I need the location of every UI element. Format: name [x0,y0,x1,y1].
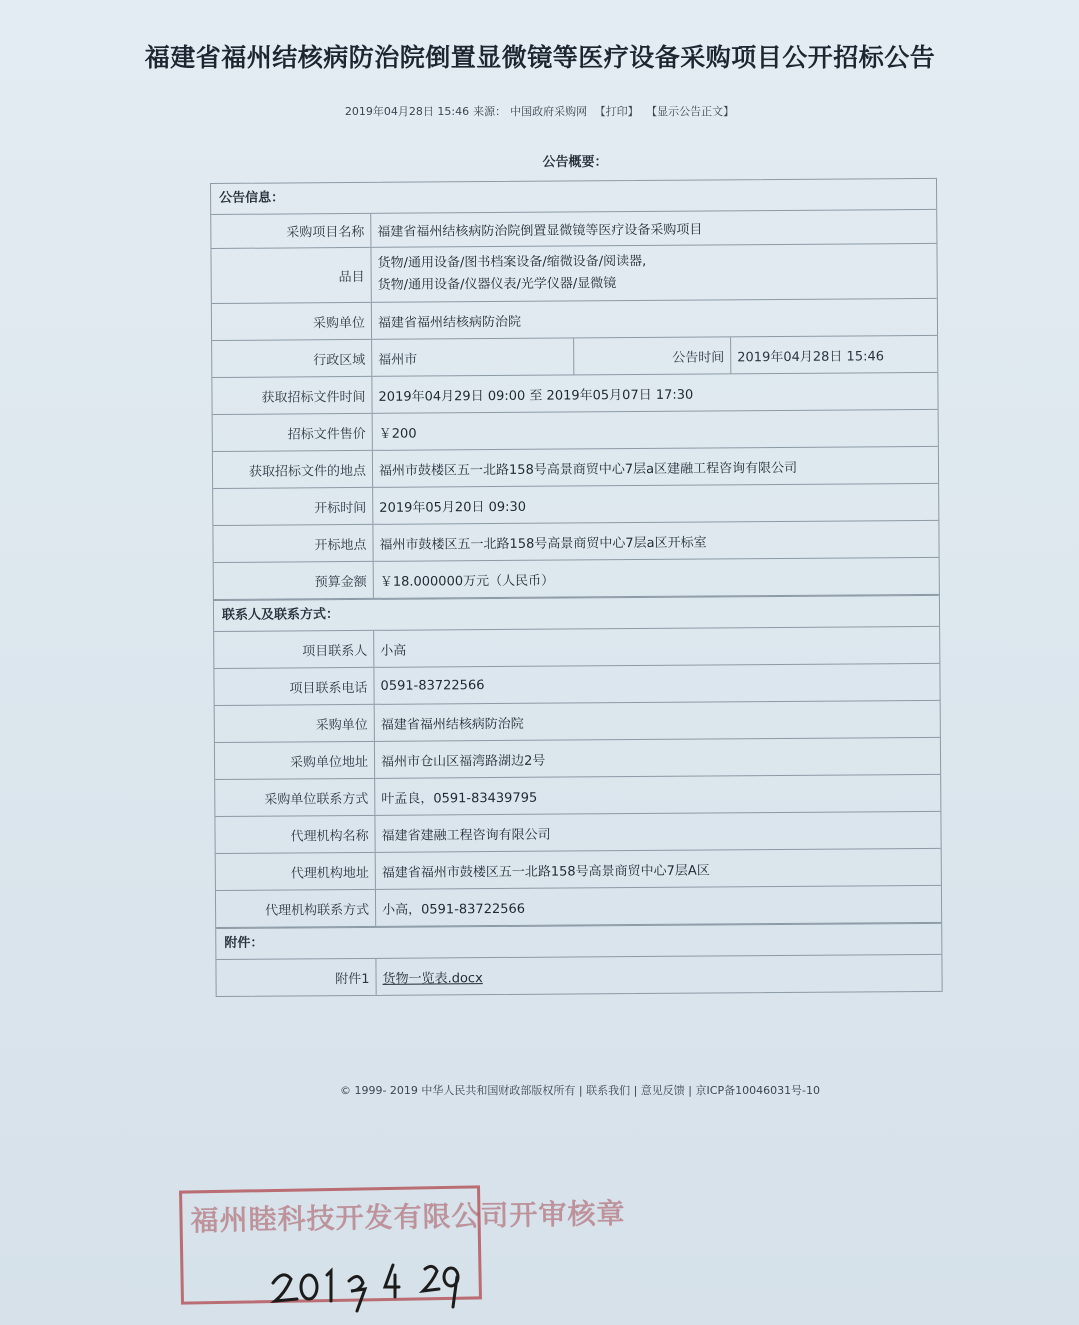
table-row [214,558,939,600]
overview-heading: 公告概要： [542,155,608,170]
table-row [213,521,938,563]
open-time-value: 2019年05月20日 09:30 [379,499,527,516]
project-name-value: 福建省福州结核病防治院倒置显微镜等医疗设备采购项目 [377,222,703,240]
category-line-1: 货物/通用设备/图书档案设备/缩微设备/阅读器, [377,253,647,271]
print-link[interactable]: 【打印】 [594,105,639,118]
table-row [212,299,937,341]
table-row [215,738,940,780]
project-name-label: 采购项目名称 [211,214,371,248]
agency-address-label: 代理机构地址 [216,853,376,890]
project-contact-value: 小高 [380,643,407,659]
doc-price-value: ￥200 [378,426,417,442]
project-phone-label: 项目联系电话 [214,668,374,705]
table-row [215,812,940,854]
table-row [213,484,938,526]
table-row [214,627,939,669]
table-row [213,410,938,452]
copyright-text: © 1999- 2019 中华人民共和国财政部版权所有 [339,1084,576,1097]
budget-value: ￥18.000000万元（人民币） [379,573,555,590]
attachment-link[interactable]: 货物一览表.docx [382,970,483,987]
show-body-link[interactable]: 【显示公告正文】 [646,105,735,118]
doc-place-label: 获取招标文件的地点 [213,451,373,488]
agency-address-value: 福建省福州市鼓楼区五一北路158号高景商贸中心7层A区 [381,863,710,881]
agency-contact-label: 代理机构联系方式 [216,890,376,927]
doc-price-label: 招标文件售价 [213,414,373,451]
contact-buyer-label: 采购单位 [215,705,375,742]
feedback-link[interactable]: 意见反馈 [640,1084,685,1097]
budget-label: 预算金额 [214,562,374,599]
open-place-value: 福州市鼓楼区五一北路158号高景商贸中心7层a区开标室 [379,535,707,553]
table-row [216,955,941,996]
category-label: 品目 [211,248,371,303]
stamp-text: 福州睦科技开发有限公司开审核章 [190,1196,626,1238]
table-row [212,373,937,415]
table-row [211,244,936,304]
doc-place-value: 福州市鼓楼区五一北路158号高景商贸中心7层a区建融工程咨询有限公司 [378,460,798,479]
table-row [212,336,937,378]
table-row [216,886,941,928]
open-place-label: 开标地点 [213,525,373,562]
contact-buyer-value: 福建省福州结核病防治院 [380,716,524,733]
category-line-2: 货物/通用设备/仪器仪表/光学仪器/显微镜 [377,276,617,293]
doc-time-label: 获取招标文件时间 [212,377,372,414]
buyer-address-label: 采购单位地址 [215,742,375,779]
agency-name-value: 福建省建融工程咨询有限公司 [381,827,551,844]
contact-heading: 联系人及联系方式： [214,595,939,632]
icp-link[interactable]: 京ICP备10046031号-10 [695,1084,821,1097]
table-row [213,447,938,489]
buyer-value: 福建省福州结核病防治院 [377,314,522,331]
publish-datetime: 2019年04月28日 15:46 [344,105,470,118]
publish-time-value: 2019年04月28日 15:46 [737,348,885,365]
agency-contact-value: 小高，0591-83722566 [382,901,526,918]
notice-info-heading: 公告信息： [211,179,936,215]
notice-summary-table [210,178,943,997]
attachment-label: 附件1 [216,959,376,996]
buyer-address-value: 福州市仓山区福湾路湖边2号 [380,753,546,770]
table-row [215,775,940,817]
page-title: 福建省福州结核病防治院倒置显微镜等医疗设备采购项目公开招标公告 [144,43,936,72]
buyer-contact-value: 叶孟良，0591-83439795 [381,790,538,807]
category-value [371,244,936,302]
attachment-heading: 附件： [216,923,941,960]
agency-name-label: 代理机构名称 [215,816,375,853]
handwritten-date-signature [265,1245,485,1315]
doc-time-value: 2019年04月29日 09:00 至 2019年05月07日 17:30 [378,387,694,405]
region-label: 行政区域 [212,340,372,377]
buyer-label: 采购单位 [212,303,372,340]
source-label: 来源： [473,105,507,118]
table-row [214,664,939,706]
contact-us-link[interactable]: 联系我们 [586,1084,631,1097]
table-row [211,210,936,249]
region-value: 福州市 [372,338,574,375]
project-contact-label: 项目联系人 [214,631,374,668]
project-phone-value: 0591-83722566 [380,677,485,694]
table-row [215,701,940,743]
source-link[interactable]: 中国政府采购网 [510,105,588,118]
footer: © 1999- 2019 中华人民共和国财政部版权所有 | 联系我们 | 意见反馈 | 京ICP备10046031号-10 [339,1084,821,1097]
table-row [216,849,941,891]
meta-line [0,103,1079,119]
publish-time-label: 公告时间 [574,337,731,374]
open-time-label: 开标时间 [213,488,373,525]
buyer-contact-label: 采购单位联系方式 [215,779,375,816]
